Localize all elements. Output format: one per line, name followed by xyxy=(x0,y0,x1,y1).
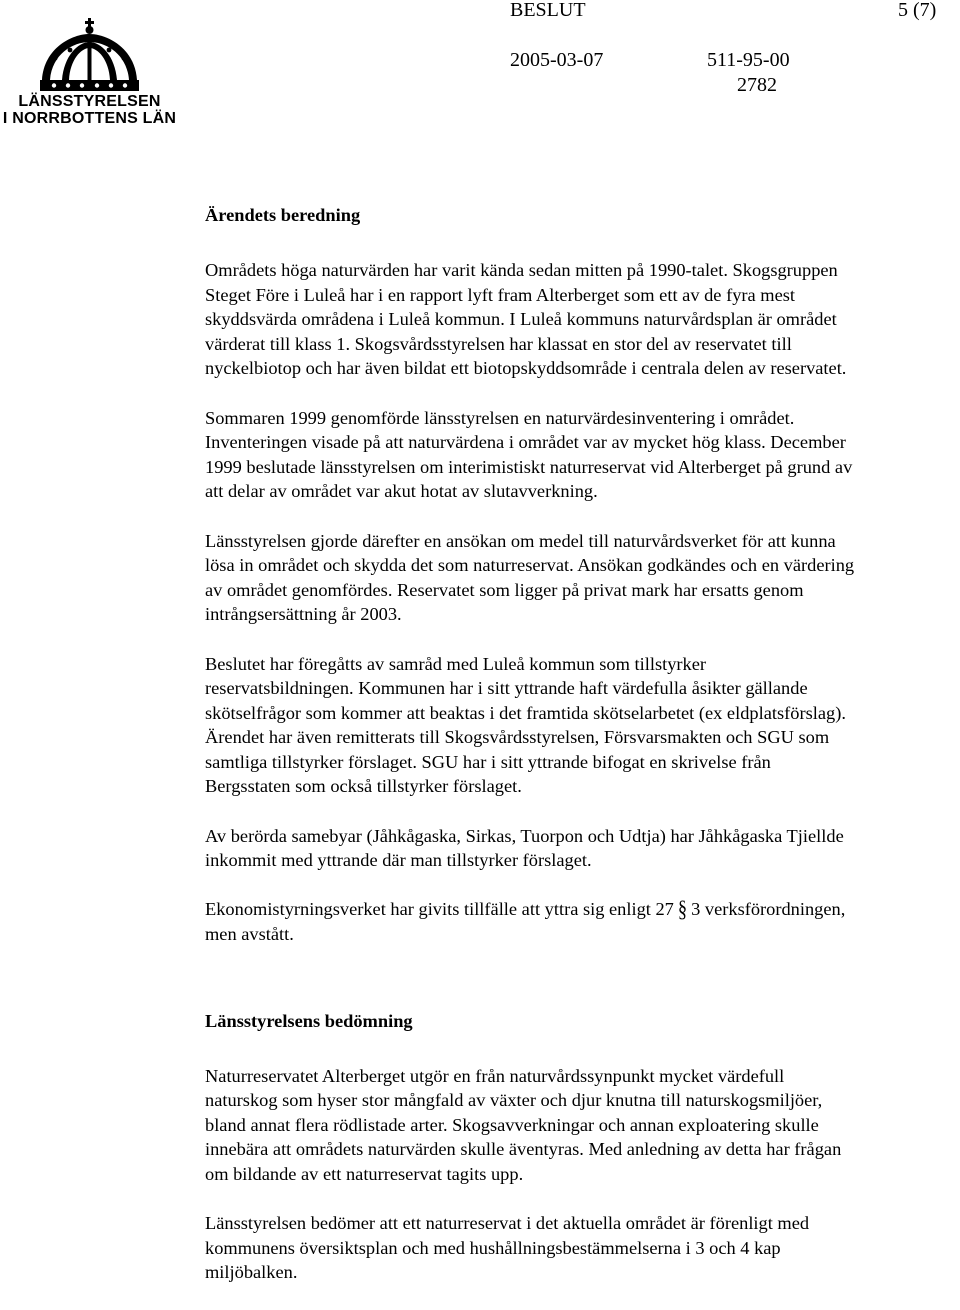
section-symbol: § xyxy=(677,896,688,922)
paragraph: Områdets höga naturvärden har varit kända sedan mitten på 1990-talet. Skogsgruppen Steget Före i Luleå har i en rapport lyft fram Alterberget som ett av de fyra mest skyddsvärda områdena i Luleå kommun. I Luleå kommuns naturvårdsplan är området värderat till klass 1. Skogsvårdsstyrelsen har klassat en stor del av reservatet till nyckelbiotop och har även bildat ett biotopskyddsområde i centrala delen av reservatet. xyxy=(205,260,847,379)
logo-text-line2: I NORRBOTTENS LÄN xyxy=(2,110,177,127)
paragraph: Länsstyrelsen gjorde därefter en ansökan om medel till naturvårdsverket för att kunna lösa in området och skydda det som naturreservat. Ansökan godkändes och en värdering av området genomfördes. Reservatet som ligger på privat mark har ersatts genom intrångsersättning år 2003. xyxy=(205,530,855,625)
paragraph xyxy=(205,897,955,946)
paragraph-text: Ekonomistyrningsverket har givits tillfälle att yttra sig enligt 27 xyxy=(205,899,674,920)
document-type: BESLUT xyxy=(510,0,586,21)
case-number-suffix: 2782 xyxy=(737,74,777,96)
paragraph: Naturreservatet Alterberget utgör en från naturvårdssynpunkt mycket värdefull naturskog som hyser stor mångfald av växter och djur knutna till naturskogsmiljöer, bland annat flera rödlistade arter. Skogsavverkningar och annan exploatering skulle innebära att områdets naturvärden skulle äventyras. Med anledning av detta har frågan om bildande av ett naturreservat tagits upp. xyxy=(205,1065,842,1184)
document-body xyxy=(205,203,955,1310)
section-heading-beredning: Ärendets beredning xyxy=(205,205,361,225)
paragraph-text: 3 verksförordningen, men avstått. xyxy=(205,899,846,945)
document-date: 2005-03-07 xyxy=(510,49,604,71)
crown-icon xyxy=(2,18,177,94)
paragraph: Beslutet har föregåtts av samråd med Luleå kommun som tillstyrker reservatsbildningen. Kommunen har i sitt yttrande haft värdefulla åsikter gällande skötselfrågor som kommer att beaktas i det framtida skötselarbetet (ex eldplatsförslag). Ärendet har även remitterats till Skogsvårdsstyrelsen, Försvarsmakten och SGU som samtliga tillstyrker förslaget. SGU har i sitt yttrande bifogat en skrivelse från Bergsstaten som också tillstyrker förslaget. xyxy=(205,653,846,797)
case-number: 511-95-00 xyxy=(707,49,790,71)
section-heading-bedomning: Länsstyrelsens bedömning xyxy=(205,1010,413,1031)
paragraph: Sommaren 1999 genomförde länsstyrelsen en naturvärdesinventering i området. Inventeringen visade på att naturvärdena i området var av mycket hög klass. December 1999 beslutade länsstyrelsen om interimistiskt naturreservat vid Alterberget på grund av att delar av området var akut hotat av slutavverkning. xyxy=(205,407,853,502)
agency-logo xyxy=(2,18,177,130)
logo-text-line1: LÄNSSTYRELSEN xyxy=(18,93,161,110)
page-number: 5 (7) xyxy=(898,0,937,21)
paragraph: Länsstyrelsen bedömer att ett naturreservat i det aktuella området är förenligt med kommunens översiktsplan och med hushållningsbestämmelserna i 3 och 4 kap miljöbalken. xyxy=(205,1213,810,1283)
paragraph: Av berörda samebyar (Jåhkågaska, Sirkas, Tuorpon och Udtja) har Jåhkågaska Tjiellde inkommit med yttrande där man tillstyrker förslaget. xyxy=(205,825,844,871)
